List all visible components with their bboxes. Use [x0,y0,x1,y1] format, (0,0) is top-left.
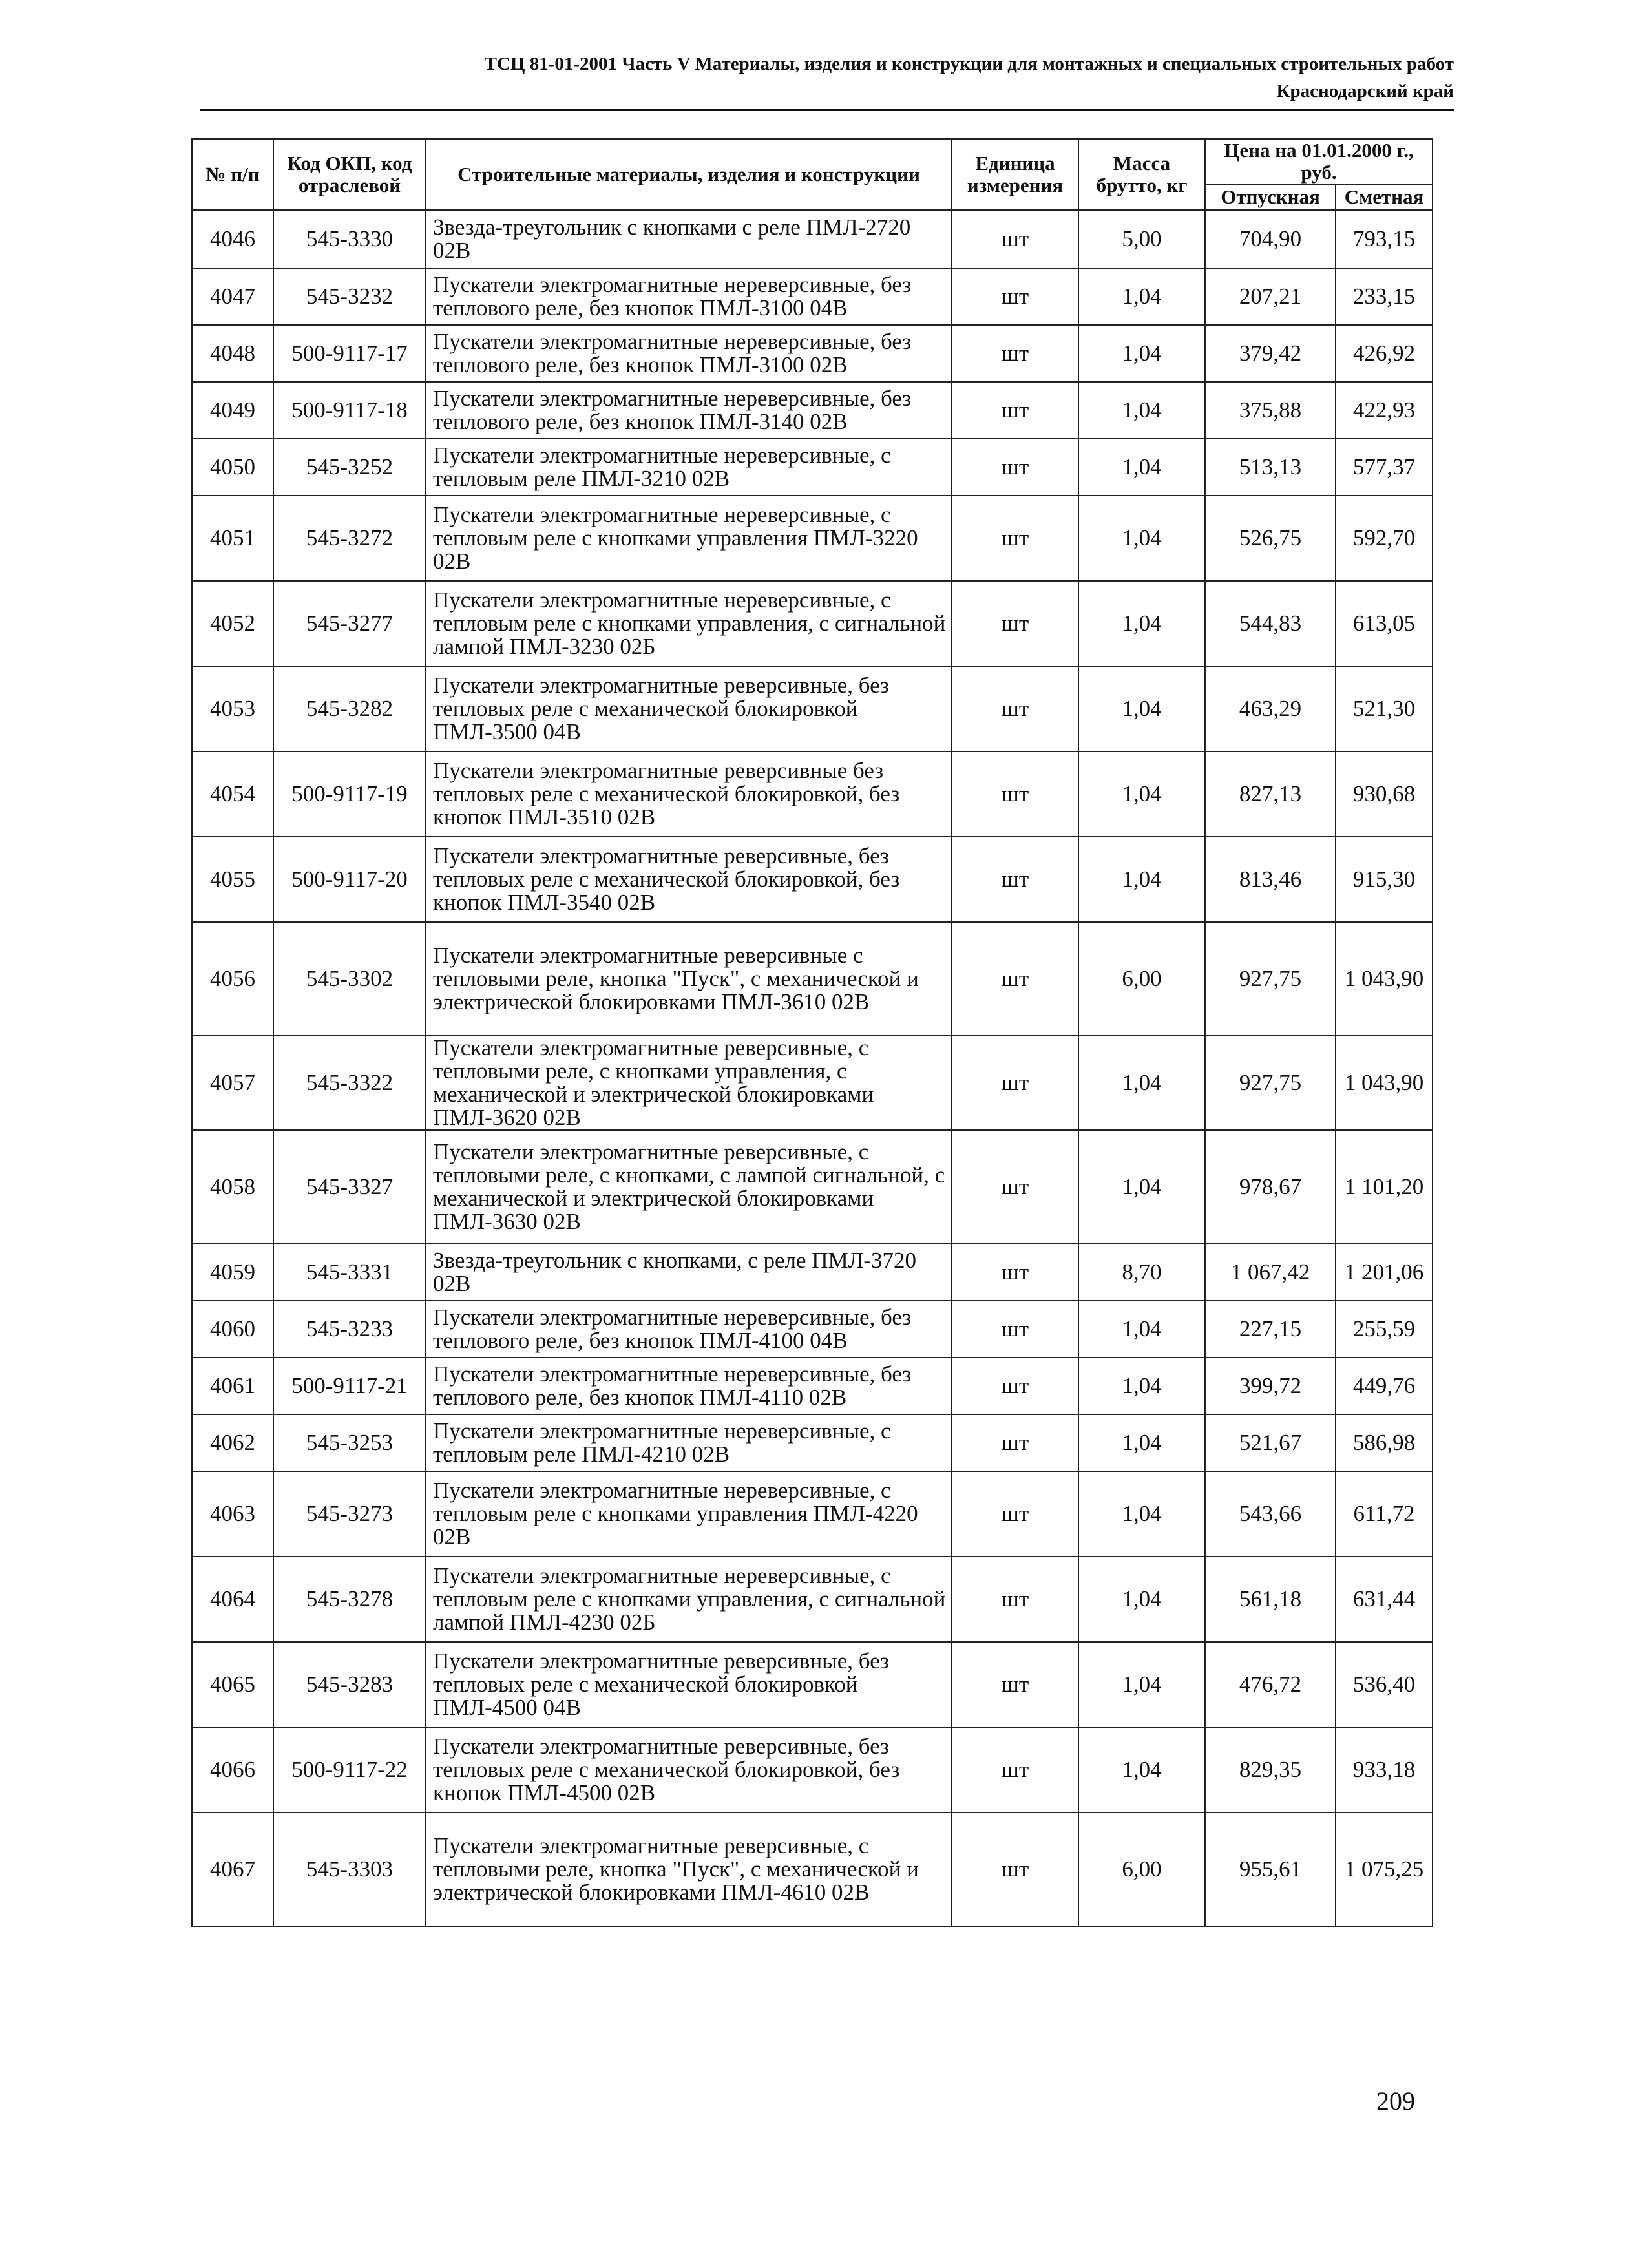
cell-name: Пускатели электромагнитные реверсивные, с тепловыми реле, с кнопками, с лампой сигнальной, с механической и электрической блокировками ПМЛ-3630 02В [426,1130,952,1244]
cell-name: Пускатели электромагнитные нереверсивные, без теплового реле, без кнопок ПМЛ-3100 04В [426,268,952,325]
cell-name: Пускатели электромагнитные нереверсивные, с тепловым реле ПМЛ-4210 02В [426,1414,952,1471]
cell-price-estimate: 933,18 [1336,1727,1433,1812]
table-row [192,1471,1433,1557]
cell-unit: шт [952,1812,1078,1926]
cell-unit: шт [952,837,1078,922]
cell-name: Звезда-треугольник с кнопками, с реле ПМЛ-3720 02В [426,1244,952,1301]
cell-mass: 1,04 [1078,382,1205,439]
cell-num: 4061 [192,1358,273,1414]
cell-name: Пускатели электромагнитные нереверсивные, с тепловым реле с кнопками управления, с сигнальной лампой ПМЛ-4230 02Б [426,1557,952,1642]
table-row [192,382,1433,439]
cell-mass: 1,04 [1078,268,1205,325]
cell-num: 4052 [192,581,273,666]
cell-name: Пускатели электромагнитные нереверсивные, с тепловым реле ПМЛ-3210 02В [426,439,952,496]
column-header-mass: Масса брутто, кг [1078,139,1205,210]
cell-unit: шт [952,1471,1078,1557]
table-row [192,496,1433,581]
cell-unit: шт [952,922,1078,1036]
table-row [192,1727,1433,1812]
cell-okp: 545-3252 [273,439,426,496]
column-header-okp: Код ОКП, код отраслевой [273,139,426,210]
column-header-name: Строительные материалы, изделия и конструкции [426,139,952,210]
cell-price-release: 207,21 [1205,268,1336,325]
cell-okp: 500-9117-18 [273,382,426,439]
cell-name: Пускатели электромагнитные реверсивные, с тепловыми реле, кнопка "Пуск", с механической и электрической блокировками ПМЛ-4610 02В [426,1812,952,1926]
cell-unit: шт [952,1130,1078,1244]
cell-price-estimate: 592,70 [1336,496,1433,581]
table-row [192,210,1433,268]
cell-price-release: 463,29 [1205,666,1336,751]
table-row [192,268,1433,325]
cell-unit: шт [952,1557,1078,1642]
cell-num: 4050 [192,439,273,496]
cell-mass: 1,04 [1078,1036,1205,1130]
table-row [192,1244,1433,1301]
table-row [192,837,1433,922]
cell-okp: 500-9117-22 [273,1727,426,1812]
cell-price-release: 227,15 [1205,1301,1336,1358]
page-header [200,50,1454,105]
cell-okp: 500-9117-20 [273,837,426,922]
cell-unit: шт [952,1036,1078,1130]
cell-mass: 1,04 [1078,837,1205,922]
cell-okp: 545-3233 [273,1301,426,1358]
table-row [192,1036,1433,1130]
table-row [192,1812,1433,1926]
cell-unit: шт [952,496,1078,581]
cell-price-release: 513,13 [1205,439,1336,496]
cell-price-estimate: 449,76 [1336,1358,1433,1414]
cell-price-estimate: 631,44 [1336,1557,1433,1642]
column-header-price-estimate: Сметная [1336,184,1433,210]
cell-num: 4066 [192,1727,273,1812]
table-row [192,439,1433,496]
cell-okp: 545-3277 [273,581,426,666]
cell-mass: 1,04 [1078,1130,1205,1244]
cell-price-estimate: 1 043,90 [1336,1036,1433,1130]
column-header-price-group: Цена на 01.01.2000 г., руб. [1205,139,1433,184]
column-header-num: № п/п [192,139,273,210]
cell-unit: шт [952,1358,1078,1414]
table-row [192,1358,1433,1414]
column-header-price-release: Отпускная [1205,184,1336,210]
cell-name: Пускатели электромагнитные реверсивные, без тепловых реле с механической блокировкой ПМЛ-4500 04В [426,1642,952,1727]
cell-name: Пускатели электромагнитные нереверсивные, с тепловым реле с кнопками управления ПМЛ-3220 02В [426,496,952,581]
cell-unit: шт [952,666,1078,751]
cell-price-estimate: 586,98 [1336,1414,1433,1471]
cell-price-estimate: 577,37 [1336,439,1433,496]
cell-okp: 500-9117-19 [273,751,426,837]
cell-price-release: 927,75 [1205,1036,1336,1130]
cell-price-estimate: 793,15 [1336,210,1433,268]
cell-mass: 1,04 [1078,1727,1205,1812]
cell-okp: 545-3331 [273,1244,426,1301]
cell-mass: 1,04 [1078,581,1205,666]
cell-price-release: 704,90 [1205,210,1336,268]
cell-name: Пускатели электромагнитные реверсивные, с тепловыми реле, с кнопками управления, с механической и электрической блокировками ПМЛ-3620 02В [426,1036,952,1130]
cell-okp: 545-3327 [273,1130,426,1244]
cell-mass: 1,04 [1078,325,1205,382]
cell-mass: 1,04 [1078,1557,1205,1642]
cell-okp: 545-3322 [273,1036,426,1130]
cell-price-release: 561,18 [1205,1557,1336,1642]
cell-price-release: 955,61 [1205,1812,1336,1926]
cell-num: 4054 [192,751,273,837]
table-row [192,325,1433,382]
cell-price-estimate: 422,93 [1336,382,1433,439]
cell-name: Пускатели электромагнитные нереверсивные, без теплового реле, без кнопок ПМЛ-4110 02В [426,1358,952,1414]
price-table [191,138,1433,1927]
cell-mass: 1,04 [1078,1414,1205,1471]
cell-name: Пускатели электромагнитные реверсивные, без тепловых реле с механической блокировкой, без кнопок ПМЛ-4500 02В [426,1727,952,1812]
cell-name: Пускатели электромагнитные нереверсивные, с тепловым реле с кнопками управления ПМЛ-4220 02В [426,1471,952,1557]
page-number: 209 [1376,2086,1415,2116]
cell-name: Звезда-треугольник с кнопками с реле ПМЛ-2720 02В [426,210,952,268]
cell-num: 4056 [192,922,273,1036]
cell-num: 4062 [192,1414,273,1471]
cell-okp: 545-3302 [273,922,426,1036]
cell-price-estimate: 1 201,06 [1336,1244,1433,1301]
cell-price-estimate: 1 043,90 [1336,922,1433,1036]
cell-okp: 545-3282 [273,666,426,751]
cell-num: 4049 [192,382,273,439]
cell-unit: шт [952,268,1078,325]
cell-price-release: 526,75 [1205,496,1336,581]
cell-okp: 545-3273 [273,1471,426,1557]
cell-mass: 1,04 [1078,1471,1205,1557]
cell-price-release: 813,46 [1205,837,1336,922]
table-row [192,1130,1433,1244]
cell-name: Пускатели электромагнитные нереверсивные, без теплового реле, без кнопок ПМЛ-3140 02В [426,382,952,439]
cell-unit: шт [952,439,1078,496]
cell-name: Пускатели электромагнитные реверсивные без тепловых реле с механической блокировкой, без кнопок ПМЛ-3510 02В [426,751,952,837]
table-header [192,139,1433,210]
cell-name: Пускатели электромагнитные реверсивные, без тепловых реле с механической блокировкой ПМЛ-3500 04В [426,666,952,751]
cell-num: 4057 [192,1036,273,1130]
cell-num: 4051 [192,496,273,581]
cell-mass: 8,70 [1078,1244,1205,1301]
cell-price-release: 827,13 [1205,751,1336,837]
cell-price-estimate: 536,40 [1336,1642,1433,1727]
cell-mass: 6,00 [1078,1812,1205,1926]
cell-price-estimate: 255,59 [1336,1301,1433,1358]
cell-okp: 500-9117-17 [273,325,426,382]
cell-name: Пускатели электромагнитные нереверсивные, без теплового реле, без кнопок ПМЛ-4100 04В [426,1301,952,1358]
table-row [192,1414,1433,1471]
cell-mass: 1,04 [1078,751,1205,837]
cell-num: 4065 [192,1642,273,1727]
cell-num: 4064 [192,1557,273,1642]
cell-name: Пускатели электромагнитные нереверсивные, без теплового реле, без кнопок ПМЛ-3100 02В [426,325,952,382]
cell-price-release: 829,35 [1205,1727,1336,1812]
cell-num: 4058 [192,1130,273,1244]
cell-price-estimate: 930,68 [1336,751,1433,837]
cell-num: 4055 [192,837,273,922]
cell-okp: 545-3330 [273,210,426,268]
cell-mass: 1,04 [1078,1642,1205,1727]
cell-price-release: 399,72 [1205,1358,1336,1414]
table-row [192,1557,1433,1642]
cell-okp: 545-3253 [273,1414,426,1471]
cell-num: 4047 [192,268,273,325]
document-title: ТСЦ 81-01-2001 Часть V Материалы, изделия и конструкции для монтажных и специальных строительных работ [484,54,1454,74]
table-body [192,210,1433,1926]
cell-price-release: 543,66 [1205,1471,1336,1557]
cell-okp: 545-3283 [273,1642,426,1727]
table-row [192,1642,1433,1727]
cell-mass: 5,00 [1078,210,1205,268]
table-row [192,581,1433,666]
cell-price-estimate: 1 075,25 [1336,1812,1433,1926]
cell-unit: шт [952,751,1078,837]
cell-price-estimate: 233,15 [1336,268,1433,325]
cell-okp: 545-3232 [273,268,426,325]
cell-num: 4046 [192,210,273,268]
cell-unit: шт [952,1414,1078,1471]
table-row [192,1301,1433,1358]
cell-price-release: 927,75 [1205,922,1336,1036]
cell-name: Пускатели электромагнитные реверсивные с тепловыми реле, кнопка "Пуск", с механической и электрической блокировками ПМЛ-3610 02В [426,922,952,1036]
table-row [192,666,1433,751]
cell-mass: 1,04 [1078,439,1205,496]
cell-price-release: 978,67 [1205,1130,1336,1244]
cell-price-estimate: 426,92 [1336,325,1433,382]
cell-unit: шт [952,1301,1078,1358]
cell-price-release: 476,72 [1205,1642,1336,1727]
cell-unit: шт [952,210,1078,268]
cell-unit: шт [952,1642,1078,1727]
cell-name: Пускатели электромагнитные нереверсивные, с тепловым реле с кнопками управления, с сигнальной лампой ПМЛ-3230 02Б [426,581,952,666]
cell-unit: шт [952,382,1078,439]
cell-mass: 1,04 [1078,666,1205,751]
cell-price-release: 375,88 [1205,382,1336,439]
cell-unit: шт [952,1727,1078,1812]
cell-price-release: 379,42 [1205,325,1336,382]
region-name: Краснодарский край [1276,81,1454,101]
cell-num: 4067 [192,1812,273,1926]
cell-price-release: 544,83 [1205,581,1336,666]
cell-unit: шт [952,1244,1078,1301]
cell-price-release: 1 067,42 [1205,1244,1336,1301]
cell-unit: шт [952,581,1078,666]
cell-price-estimate: 915,30 [1336,837,1433,922]
cell-num: 4059 [192,1244,273,1301]
cell-mass: 6,00 [1078,922,1205,1036]
cell-okp: 500-9117-21 [273,1358,426,1414]
cell-name: Пускатели электромагнитные реверсивные, без тепловых реле с механической блокировкой, без кнопок ПМЛ-3540 02В [426,837,952,922]
table-row [192,751,1433,837]
cell-unit: шт [952,325,1078,382]
cell-num: 4060 [192,1301,273,1358]
cell-num: 4063 [192,1471,273,1557]
cell-price-estimate: 1 101,20 [1336,1130,1433,1244]
cell-num: 4048 [192,325,273,382]
column-header-unit: Единица измерения [952,139,1078,210]
cell-mass: 1,04 [1078,1301,1205,1358]
cell-mass: 1,04 [1078,496,1205,581]
cell-okp: 545-3272 [273,496,426,581]
cell-num: 4053 [192,666,273,751]
header-divider [200,109,1454,111]
cell-okp: 545-3303 [273,1812,426,1926]
cell-mass: 1,04 [1078,1358,1205,1414]
cell-okp: 545-3278 [273,1557,426,1642]
cell-price-estimate: 613,05 [1336,581,1433,666]
table-row [192,922,1433,1036]
cell-price-estimate: 611,72 [1336,1471,1433,1557]
cell-price-release: 521,67 [1205,1414,1336,1471]
cell-price-estimate: 521,30 [1336,666,1433,751]
